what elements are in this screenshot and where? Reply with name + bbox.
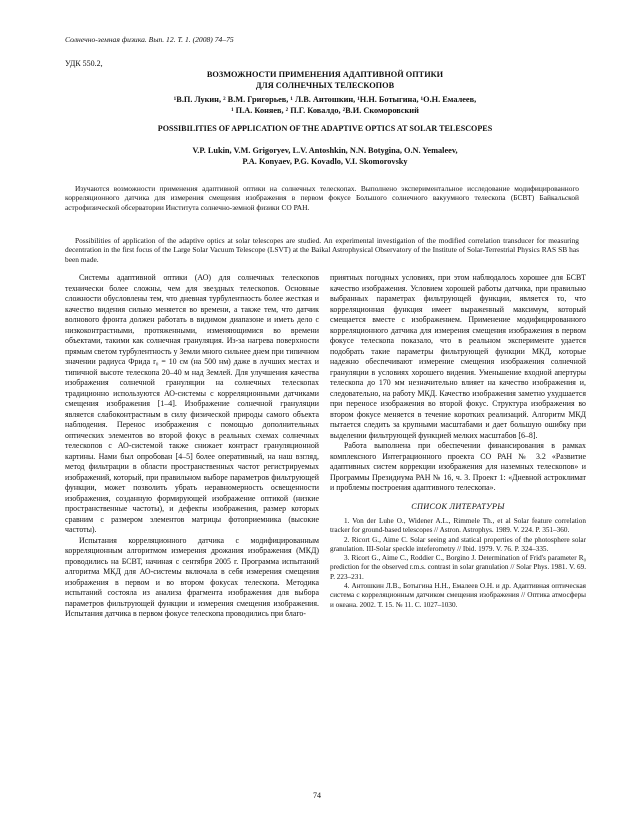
title-russian: [65, 70, 585, 91]
authors-english-line: P.A. Konyaev, P.G. Kovadlo, V.I. Skomorovsky: [242, 156, 408, 166]
abstract-english: Possibilities of application of the adaptive optics at solar telescopes are studied. An experimental investigation of the modified correlation transducer for measuring decentration in the first focus of the Large Solar Vacuum Telescope (LSVT) at the Baikal Astrophysical Observatory of the Institute of Solar-Terrestrial Physics RAS SB has been made.: [65, 236, 579, 264]
title-russian-line: ВОЗМОЖНОСТИ ПРИМЕНЕНИЯ АДАПТИВНОЙ ОПТИКИ: [206, 70, 444, 79]
page-number: 74: [313, 791, 321, 800]
journal-header: Солнечно-земная физика. Вып. 12. Т. 1. (2008) 74–75: [65, 35, 234, 44]
body-paragraph: Испытания корреляционного датчика с модифицированным корреляционным алгоритмом измерения дрожания изображения (МКД) проводились на БСВТ, начиная с сентября 2005 г. Программа испытаний алгоритма МКД для АО-системы включала в себя измерения смещения изображения в первом и во втором фокусах телескопа. Методика испытаний состояла из анализа фрагмента изображения для выбора параметров фильтрующей функции и измерения смещения изображения. Испытания датчика в первом фокусе телескопа проводились при благо-: [65, 535, 319, 618]
abstract-russian: Изучаются возможности применения адаптивной оптики на солнечных телескопах. Выполнено экспериментальное исследование модифицированного корреляционного датчика для измерения смещения изображения в первом фокусе Большого солнечного вакуумного телескопа (БСВТ) Байкальской астрофизической обсерватории Института солнечно-земной физики СО РАН.: [65, 184, 579, 212]
title-russian-line: ДЛЯ СОЛНЕЧНЫХ ТЕЛЕСКОПОВ: [255, 80, 395, 90]
body-paragraph: приятных погодных условиях, при этом наблюдалось хорошее для БСВТ качество изображения. Условием хорошей работы датчика, при правильно выбранных параметрах фильтрующей функции, является то, что корреляционная функция имеет выраженный максимум, который смещается вместе с изображением. Применение модифицированного корреляционного датчика для измерения смещения изображения в первом фокусе телескопа показало, что в реальном эксперименте удается подобрать такие параметры фильтрующей функции МКД, которые надежно обеспечивают измерение смещения изображения солнечной грануляции в условиях хорошего видения. Уменьшение входной апертуры телескопа до 170 мм незначительно влияет на качество изображения и, следовательно, на работу МКД. Качество изображения заметно ухудшается при переносе изображения во второй фокус. Структура изображения во втором фокусе меняется в течение коротких реализаций. Алгоритм МКД пытается следить за крупными масштабами и дает большую ошибку при выделении фильтрующей функцией мелких масштабов [6–8].: [330, 273, 586, 440]
authors-russian-line: ¹В.П. Лукин, ² В.М. Григорьев, ¹ Л.В. Антошкин, ¹Н.Н. Ботыгина, ¹О.Н. Емалеев,: [173, 95, 477, 104]
body-paragraph: Системы адаптивной оптики (АО) для солнечных телескопов технически более сложны, чем для звездных телескопов. Основные сложности обусловлены тем, что дневная турбулентность более жесткая и качество видения сильно меняется во времени, а также тем, что датчик волнового фронта должен работать в видимом диапазоне и иметь дело с низкоконтрастными, протяженными, изменяющимися во времени объектами, такими как солнечная грануляция. Из-за нагрева поверхности прямым светом турбулентность у Земли много сильнее днем при типичном значении радиуса Фрида r₀ = 10 см (на 500 нм) даже в лучших местах и типичной высоте телескопа 20–40 м над Землей. Для улучшения качества изображения солнечной грануляции на солнечных телескопах традиционно используются АО-системы с корреляционными датчиками смещения изображения [1–4]. Изображение солнечной грануляции является слабоконтрастным в силу физической природы самого объекта наблюдения. Перенос изображения с помощью дополнительных оптических элементов во второй фокус в реальных схемах солнечных телескопов с АО-системой также снижает контраст грануляционной картины. Нами был опробован [4–5] более оперативный, на наш взгляд, метод фильтрации в области пространственных частот регистрируемых изображений, который, при правильном выборе параметров фильтрующей функции, может позволить убрать неравномерность освещенности изображения, созданную формирующей изображение оптикой (низкие пространственные частоты), и дефекты изображения, размер которых сравним с размером элементов матрицы фотоприемника (высокие частоты).: [65, 273, 319, 534]
authors-english-line: V.P. Lukin, V.M. Grigoryev, L.V. Antoshkin, N.N. Botygina, O.N. Yemaleev,: [192, 146, 458, 155]
udk-code: УДК 550.2,: [65, 59, 103, 68]
authors-russian: [65, 95, 585, 116]
authors-english: [65, 146, 585, 167]
reference-list: [330, 517, 586, 610]
title-english: POSSIBILITIES OF APPLICATION OF THE ADAPTIVE OPTICS AT SOLAR TELESCOPES: [157, 124, 493, 133]
authors-russian-line: ¹ П.А. Коняев, ² П.Г. Ковалдо, ²В.И. Скоморовский: [231, 105, 419, 115]
body-right-column: [330, 273, 586, 610]
reference-item: 2. Ricort G., Aime C. Solar seeing and statical properties of the photosphere solar granulation. III-Solar speckle inteferometry // Ibid. 1979. V. 76. P. 324–335.: [330, 535, 586, 553]
reference-item: 4. Антошкин Л.В., Ботыгина Н.Н., Емалеев О.Н. и др. Адаптивная оптическая система с корреляционным датчиком смещения изображения // Оптика атмосферы и океана. 2002. Т. 15. № 11. С. 1027–1030.: [330, 582, 586, 609]
body-paragraph: Работа выполнена при обеспечении финансирования в рамках комплексного Интеграционного проекта СО РАН № 3.2 «Развитие адаптивных систем коррекции изображения для наземных телескопов» и Программы Президиума РАН № 16, ч. 3. Проект 1: «Дневной астроклимат и проблемы построения адаптивного телескопа».: [330, 441, 586, 492]
body-left-column: [65, 273, 319, 620]
references-heading: СПИСОК ЛИТЕРАТУРЫ: [411, 501, 505, 511]
reference-item: 1. Von der Luhe O., Widener A.L., Rimmele Th., et al Solar feature correlation tracker for ground-based telescopes // Astron. Astrophys. 1989. V. 224. P. 351–360.: [330, 517, 586, 535]
reference-item: 3. Ricort G., Aime C., Roddier C., Borgino J. Determination of Frid's parameter R₀ prediction for the observed r.m.s. contrast in solar granulation // Solar Phys. 1981. V. 69. P. 223–231.: [330, 554, 586, 581]
